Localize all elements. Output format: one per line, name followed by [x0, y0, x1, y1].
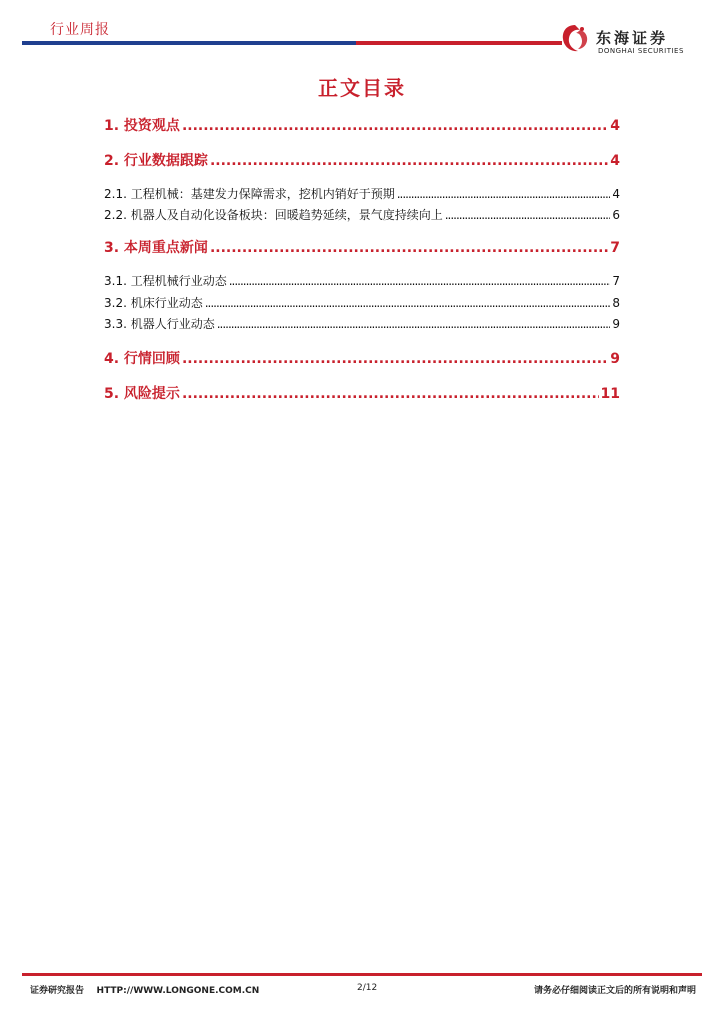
toc-entry-label: 4. 行情回顾: [104, 351, 180, 367]
toc-entry-page: 4: [610, 153, 620, 169]
toc-leader-dots: [210, 240, 608, 256]
toc-entry-page: 9: [610, 351, 620, 367]
toc-leader-dots: [205, 296, 611, 310]
toc-entry-page: 11: [600, 386, 620, 402]
toc-entry-industry-data[interactable]: [104, 150, 620, 170]
toc-entry-machinery-news[interactable]: [104, 272, 620, 289]
toc-entry-page: 6: [612, 208, 620, 222]
footer-disclaimer: 请务必仔细阅读正文后的所有说明和声明: [533, 986, 696, 996]
toc-entry-page: 4: [612, 187, 620, 201]
company-logo: [558, 22, 708, 58]
toc-entry-market-review[interactable]: [104, 348, 620, 368]
toc-entry-label: 3.1. 工程机械行业动态: [104, 274, 227, 288]
toc-leader-dots: [182, 351, 608, 367]
toc-leader-dots: [182, 118, 608, 134]
toc-entry-investment-view[interactable]: [104, 115, 620, 135]
toc-entry-label: 2.1. 工程机械：基建发力保障需求，挖机内销好于预期: [104, 187, 395, 201]
toc-entry-machine-tool-news[interactable]: [104, 294, 620, 311]
toc-leader-dots: [182, 386, 599, 402]
header-rule-red: [356, 41, 562, 45]
toc-leader-dots: [397, 187, 611, 201]
footer-source-and-url: 证券研究报告 HTTP://WWW.LONGONE.COM.CN: [30, 986, 260, 996]
header-rule-blue: [22, 41, 356, 45]
toc-entry-label: 1. 投资观点: [104, 118, 180, 134]
toc-entry-weekly-news[interactable]: [104, 237, 620, 257]
logo-chinese-name: 东海证券: [596, 29, 669, 47]
toc-entry-risk-warning[interactable]: [104, 383, 620, 403]
toc-entry-robot-news[interactable]: [104, 315, 620, 332]
toc-title: 正文目录: [318, 76, 406, 100]
report-type-label: 行业周报: [50, 22, 110, 38]
toc-entry-page: 9: [612, 317, 620, 331]
toc-entry-label: 3.3. 机器人行业动态: [104, 317, 215, 331]
toc-leader-dots: [445, 208, 611, 222]
footer-rule: [22, 973, 702, 976]
toc-entry-page: 4: [610, 118, 620, 134]
footer-page-indicator: 2/12: [357, 983, 378, 993]
toc-entry-page: 8: [612, 296, 620, 310]
toc-leader-dots: [210, 153, 608, 169]
toc-entry-robotics-automation[interactable]: [104, 206, 620, 223]
toc-entry-label: 2.2. 机器人及自动化设备板块：回暖趋势延续，景气度持续向上: [104, 208, 443, 222]
toc-entry-page: 7: [612, 274, 620, 288]
toc-entry-label: 3. 本周重点新闻: [104, 240, 208, 256]
toc-leader-dots: [217, 317, 611, 331]
toc-entry-label: 3.2. 机床行业动态: [104, 296, 203, 310]
toc-entry-label: 5. 风险提示: [104, 386, 180, 402]
toc-leader-dots: [229, 274, 611, 288]
toc-entry-page: 7: [610, 240, 620, 256]
logo-english-name: DONGHAI SECURITIES: [598, 47, 684, 55]
dragon-logo-icon: [558, 22, 592, 56]
toc-entry-label: 2. 行业数据跟踪: [104, 153, 208, 169]
toc-entry-construction-machinery[interactable]: [104, 185, 620, 202]
